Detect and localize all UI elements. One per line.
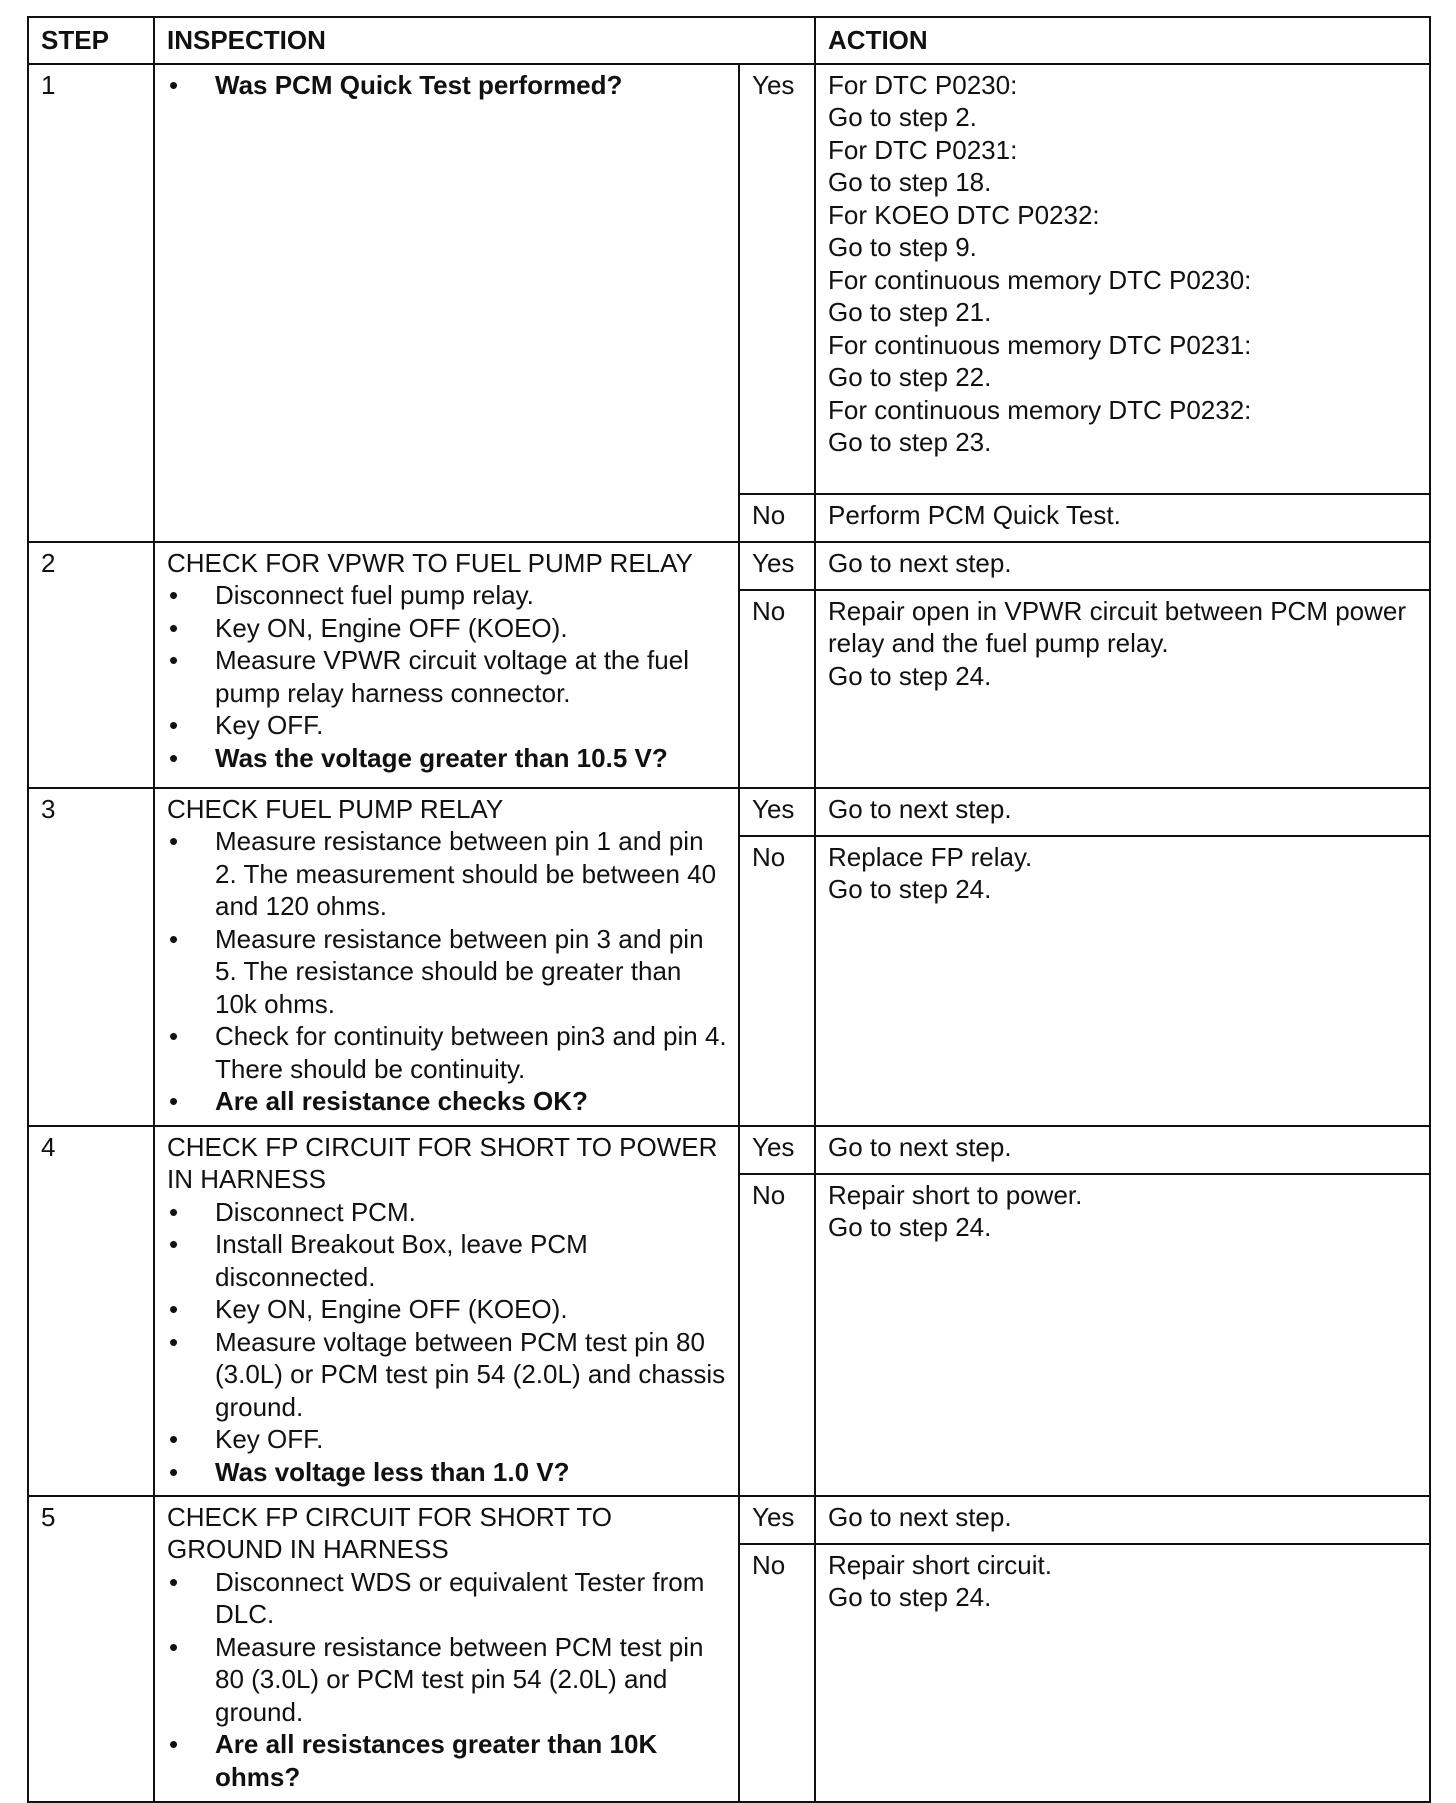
action-line: Go to step 9. [828,232,977,262]
inspection-bullet: • Measure resistance between pin 1 and pin 2. The measurement should be between 40 and 120 ohms. [167,825,728,923]
action-line: Go to step 24. [828,874,992,904]
yes-label: Yes [739,788,815,836]
inspection-bullets [167,69,728,102]
inspection-bullets [167,825,728,1118]
no-label: No [739,836,815,1126]
no-action [815,1544,1430,1802]
action-line: Go to next step. [828,1501,1012,1532]
inspection-bullet: • Key OFF. [167,709,728,742]
yes-label: Yes [739,64,815,494]
inspection-cell [154,64,739,542]
inspection-bullet: • Disconnect fuel pump relay. [167,579,728,612]
yes-action [815,542,1430,590]
no-action [815,836,1430,1126]
table-row [28,1496,1430,1544]
action-line: Go to next step. [828,547,1012,578]
step-number: 1 [28,64,154,542]
no-label: No [739,590,815,788]
inspection-question: • Are all resistance checks OK? [167,1085,728,1118]
inspection-question: • Was PCM Quick Test performed? [167,69,728,102]
no-label: No [739,1544,815,1802]
action-line: For continuous memory DTC P0232: [828,394,1252,425]
yes-action [815,1496,1430,1544]
table-row [28,1126,1430,1174]
yes-label: Yes [739,1496,815,1544]
yes-action [815,1126,1430,1174]
inspection-question: • Was the voltage greater than 10.5 V? [167,742,728,775]
action-header: ACTION [815,17,1430,64]
inspection-bullet: • Disconnect WDS or equivalent Tester from DLC. [167,1566,728,1631]
action-line: For DTC P0231: [828,134,1018,165]
inspection-bullet: • Install Breakout Box, leave PCM disconnected. [167,1228,728,1293]
no-label: No [739,1174,815,1496]
no-action [815,494,1430,542]
yes-label: Yes [739,542,815,590]
inspection-bullet: • Measure resistance between pin 3 and pin 5. The resistance should be greater than 10k ohms. [167,923,728,1021]
yes-label: Yes [739,1126,815,1174]
action-line: For continuous memory DTC P0231: [828,329,1252,360]
inspection-question: • Are all resistances greater than 10K ohms? [167,1728,728,1793]
inspection-header: INSPECTION [154,17,815,64]
action-line: Go to step 22. [828,362,992,392]
inspection-cell [154,1126,739,1496]
inspection-cell [154,788,739,1126]
inspection-question: • Was voltage less than 1.0 V? [167,1456,728,1489]
table-row [28,788,1430,836]
inspection-bullet: • Measure VPWR circuit voltage at the fuel pump relay harness connector. [167,644,728,709]
no-action [815,1174,1430,1496]
inspection-bullets [167,579,728,774]
action-line: Go to step 21. [828,297,992,327]
action-line: For continuous memory DTC P0230: [828,264,1252,295]
inspection-bullet: • Measure resistance between PCM test pin 80 (3.0L) or PCM test pin 54 (2.0L) and ground. [167,1631,728,1729]
inspection-bullet: • Key ON, Engine OFF (KOEO). [167,612,728,645]
action-line: Go to next step. [828,1131,1012,1162]
action-line: Go to step 18. [828,167,992,197]
yes-action [815,788,1430,836]
no-label: No [739,494,815,542]
action-line: For DTC P0230: [828,69,1018,100]
action-line: For KOEO DTC P0232: [828,199,1100,230]
inspection-bullet: • Measure voltage between PCM test pin 80 (3.0L) or PCM test pin 54 (2.0L) and chassis ground. [167,1326,728,1424]
inspection-bullets [167,1196,728,1489]
action-line: Repair short to power. [828,1179,1083,1210]
inspection-bullet: • Key OFF. [167,1423,728,1456]
inspection-title: CHECK FOR VPWR TO FUEL PUMP RELAY [167,547,693,578]
header-row [28,17,1430,64]
action-line: Repair short circuit. [828,1549,1052,1580]
diagnostic-table [27,16,1431,1803]
action-line: Go to step 24. [828,1212,992,1242]
step-header: STEP [28,17,154,64]
inspection-bullet: • Check for continuity between pin3 and pin 4. There should be continuity. [167,1020,728,1085]
step-number: 5 [28,1496,154,1802]
action-line: Go to step 2. [828,102,977,132]
inspection-title: CHECK FP CIRCUIT FOR SHORT TO POWER IN HARNESS [167,1131,718,1194]
step-number: 4 [28,1126,154,1496]
inspection-bullets [167,1566,728,1794]
no-action [815,590,1430,788]
inspection-cell [154,542,739,788]
inspection-bullet: • Key ON, Engine OFF (KOEO). [167,1293,728,1326]
action-line: Replace FP relay. [828,841,1033,872]
action-line: Go to step 24. [828,1582,992,1612]
inspection-title: CHECK FP CIRCUIT FOR SHORT TO GROUND IN HARNESS [167,1501,612,1564]
action-line: Go to step 24. [828,660,992,691]
action-line: Perform PCM Quick Test. [828,499,1121,530]
table-body [28,64,1430,1802]
action-line: Repair open in VPWR circuit between PCM power relay and the fuel pump relay. [828,595,1407,658]
table-row [28,64,1430,494]
step-number: 2 [28,542,154,788]
action-line: Go to next step. [828,793,1012,824]
inspection-bullet: • Disconnect PCM. [167,1196,728,1229]
table-row [28,542,1430,590]
step-number: 3 [28,788,154,1126]
action-line: Go to step 23. [828,427,992,457]
inspection-cell [154,1496,739,1802]
inspection-title: CHECK FUEL PUMP RELAY [167,793,504,824]
yes-action [815,64,1430,494]
